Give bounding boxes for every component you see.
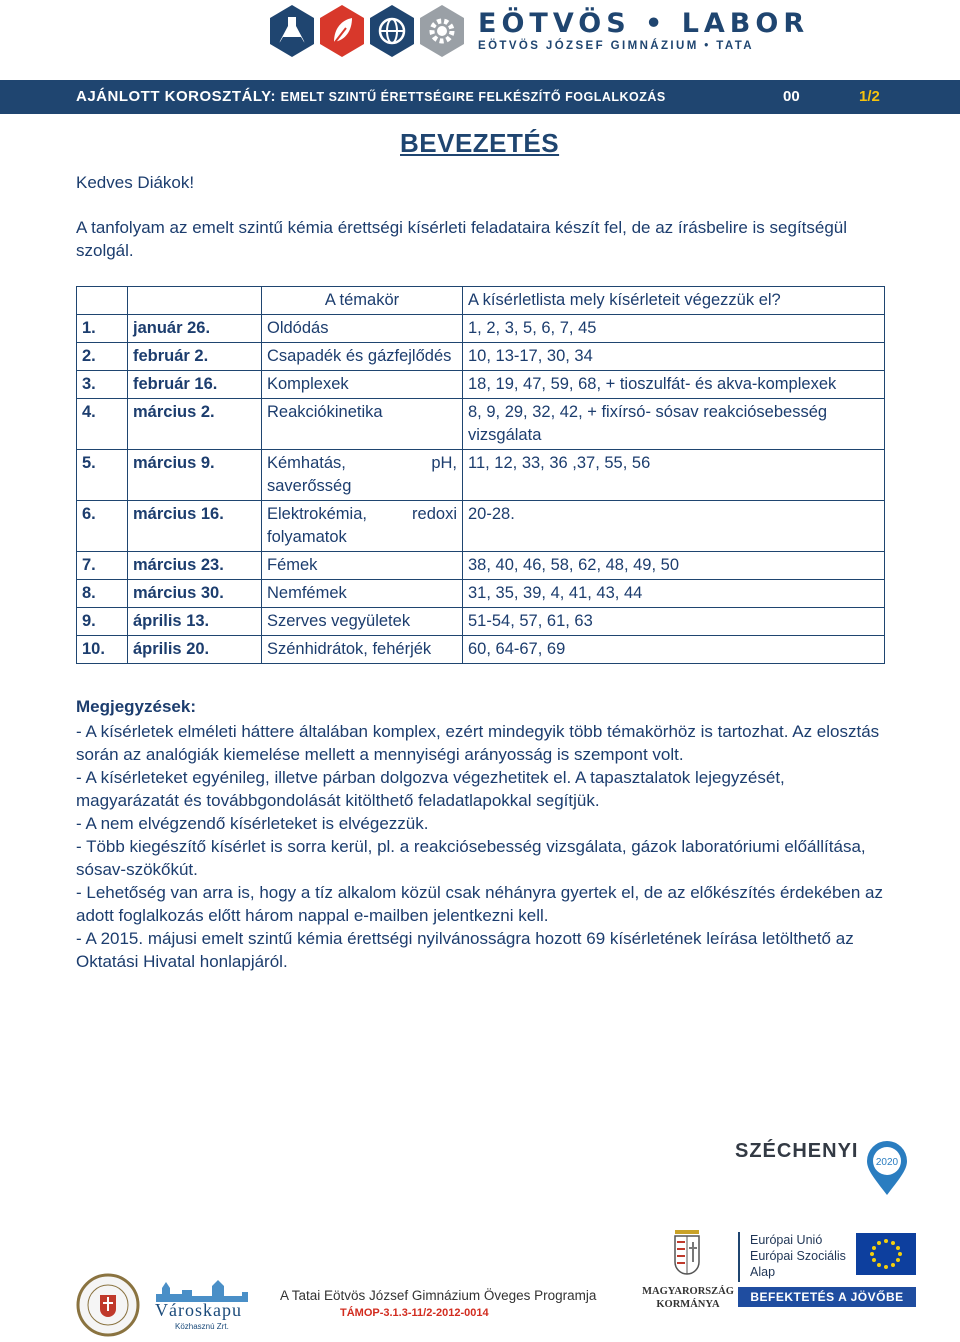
table-row	[77, 501, 885, 552]
brand-subtitle: EÖTVÖS JÓZSEF GIMNÁZIUM • TATA	[478, 40, 754, 52]
town-seal-icon	[76, 1273, 140, 1337]
greeting: Kedves Diákok!	[76, 173, 195, 192]
page-title: BEVEZETÉS	[400, 128, 560, 158]
table-row	[77, 450, 885, 501]
row-date: április 20.	[128, 636, 262, 664]
row-date: március 2.	[128, 399, 262, 450]
row-date: április 13.	[128, 608, 262, 636]
row-experiments: 1, 2, 3, 5, 6, 7, 45	[463, 315, 885, 343]
row-number: 2.	[77, 343, 128, 371]
brand-title: EÖTVÖS • LABOR	[478, 8, 810, 39]
row-experiments: 51-54, 57, 61, 63	[463, 608, 885, 636]
row-topic: Oldódás	[262, 315, 463, 343]
header-cell-date	[128, 287, 262, 315]
row-topic: Fémek	[262, 552, 463, 580]
table-row	[77, 371, 885, 399]
project-code: TÁMOP-3.1.3-11/2-2012-0014	[340, 1307, 489, 1319]
eu-text	[750, 1232, 846, 1280]
globe-icon	[368, 4, 416, 58]
note-item: - Lehetőség van arra is, hogy a tíz alkalom közül csak néhányra gyertek el, de az előkészítés érdekében az adott foglalkozás előtt három nappal e-mailben jelentkezni kell.	[76, 883, 884, 925]
audience-label	[76, 88, 666, 105]
table-row	[77, 552, 885, 580]
row-number: 9.	[77, 608, 128, 636]
page-number: 1/2	[859, 88, 880, 105]
row-experiments: 31, 35, 39, 4, 41, 43, 44	[463, 580, 885, 608]
row-date: február 16.	[128, 371, 262, 399]
szechenyi-logo	[735, 1140, 858, 1163]
table-body	[77, 315, 885, 664]
row-number: 8.	[77, 580, 128, 608]
row-date: március 9.	[128, 450, 262, 501]
note-item: - A kísérletek elméleti háttere általában komplex, ezért mindegyik több témakörhöz is tartozhat. Az elosztás során az analógiák kiemelése mellett a mennyiségi arányosság is szempont volt.	[76, 722, 880, 764]
row-experiments: 20-28.	[463, 501, 885, 552]
coat-of-arms-icon	[642, 1222, 732, 1284]
row-topic: Szerves vegyületek	[262, 608, 463, 636]
row-number: 3.	[77, 371, 128, 399]
eu-line-2: Európai Szociális	[750, 1249, 846, 1263]
row-topic: Komplexek	[262, 371, 463, 399]
table-row	[77, 343, 885, 371]
szechenyi-year: 2020	[875, 1157, 899, 1168]
row-date: március 16.	[128, 501, 262, 552]
row-experiments: 18, 19, 47, 59, 68, + tioszulfát- és akva-komplexek	[463, 371, 885, 399]
gear-icon	[418, 4, 466, 58]
befektetes-banner: BEFEKTETÉS A JÖVŐBE	[738, 1287, 916, 1307]
row-date: március 30.	[128, 580, 262, 608]
program-name: A Tatai Eötvös József Gimnázium Öveges Programja	[280, 1288, 597, 1303]
map-pin-icon	[866, 1140, 908, 1196]
row-number: 4.	[77, 399, 128, 450]
row-number: 7.	[77, 552, 128, 580]
note-item: - A nem elvégzendő kísérleteket is elvégezzük.	[76, 814, 429, 833]
table-header-row	[77, 287, 885, 315]
table-row	[77, 636, 885, 664]
note-item: - A 2015. májusi emelt szintű kémia érettségi nyilvánosságra hozott 69 kísérletének leírása letölthető az Oktatási Hivatal honlapjáról.	[76, 929, 854, 971]
table-row	[77, 315, 885, 343]
brand	[478, 9, 809, 53]
row-experiments: 11, 12, 33, 36 ,37, 55, 56	[463, 450, 885, 501]
row-topic: Csapadék és gázfejlődés	[262, 343, 463, 371]
flask-icon	[268, 4, 316, 58]
row-experiments: 38, 40, 46, 58, 62, 48, 49, 50	[463, 552, 885, 580]
leaf-icon	[318, 4, 366, 58]
row-topic: Kémhatás, pH, saverősség	[262, 450, 463, 501]
row-experiments: 8, 9, 29, 32, 42, + fixírsó- sósav reakciósebesség vizsgálata	[463, 399, 885, 450]
varoskapu-sub: Közhasznú Zrt.	[175, 1322, 229, 1331]
row-date: január 26.	[128, 315, 262, 343]
row-number: 1.	[77, 315, 128, 343]
session-number: 00	[783, 88, 800, 105]
eu-line-1: Európai Unió	[750, 1233, 823, 1247]
header-logo	[268, 2, 809, 60]
eu-line-3: Alap	[750, 1265, 776, 1279]
notes-title: Megjegyzések:	[76, 697, 196, 716]
table-row	[77, 608, 885, 636]
szechenyi-text: SZÉCHENYI	[735, 1140, 859, 1162]
intro-paragraph: A tanfolyam az emelt szintű kémia érettségi kísérleti feladataira készít fel, de az írásbelire is segítségül szolgál.	[76, 218, 848, 260]
government-logo-text	[640, 1285, 736, 1311]
row-topic: Reakciókinetika	[262, 399, 463, 450]
header-cell-number	[77, 287, 128, 315]
header-cell-experiments: A kísérletlista mely kísérleteit végezzük el?	[463, 287, 885, 315]
eu-divider	[738, 1232, 740, 1282]
row-topic: Elektrokémia, redoxi folyamatok	[262, 501, 463, 552]
row-experiments: 60, 64-67, 69	[463, 636, 885, 664]
note-item: - Több kiegészítő kísérlet is sorra kerül, pl. a reakciósebesség vizsgálata, gázok laboratóriumi előállítása, sósav-szökőkút.	[76, 837, 866, 879]
row-date: március 23.	[128, 552, 262, 580]
row-experiments: 10, 13-17, 30, 34	[463, 343, 885, 371]
government-line-2: KORMÁNYA	[656, 1299, 720, 1310]
audience-label-detail: EMELT SZINTŰ ÉRETTSÉGIRE FELKÉSZÍTŐ FOGLALKOZÁS	[280, 90, 666, 104]
table-row	[77, 580, 885, 608]
notes-list	[76, 720, 886, 973]
row-topic: Szénhidrátok, fehérjék	[262, 636, 463, 664]
row-number: 10.	[77, 636, 128, 664]
eu-flag-icon	[856, 1233, 916, 1275]
note-item: - A kísérleteket egyénileg, illetve párban dolgozva végezhetitek el. A tapasztalatok lejegyzését, magyarázatát és továbbgondolását kitölthető feladatlapokkal segítjük.	[76, 768, 785, 810]
schedule-table	[76, 286, 885, 664]
government-line-1: MAGYARORSZÁG	[642, 1286, 734, 1297]
row-number: 6.	[77, 501, 128, 552]
row-topic: Nemfémek	[262, 580, 463, 608]
table-row	[77, 399, 885, 450]
row-number: 5.	[77, 450, 128, 501]
row-date: február 2.	[128, 343, 262, 371]
audience-label-main: AJÁNLOTT KOROSZTÁLY:	[76, 88, 276, 105]
varoskapu-name: Városkapu	[155, 1300, 242, 1320]
header-cell-topic: A témakör	[262, 287, 463, 315]
